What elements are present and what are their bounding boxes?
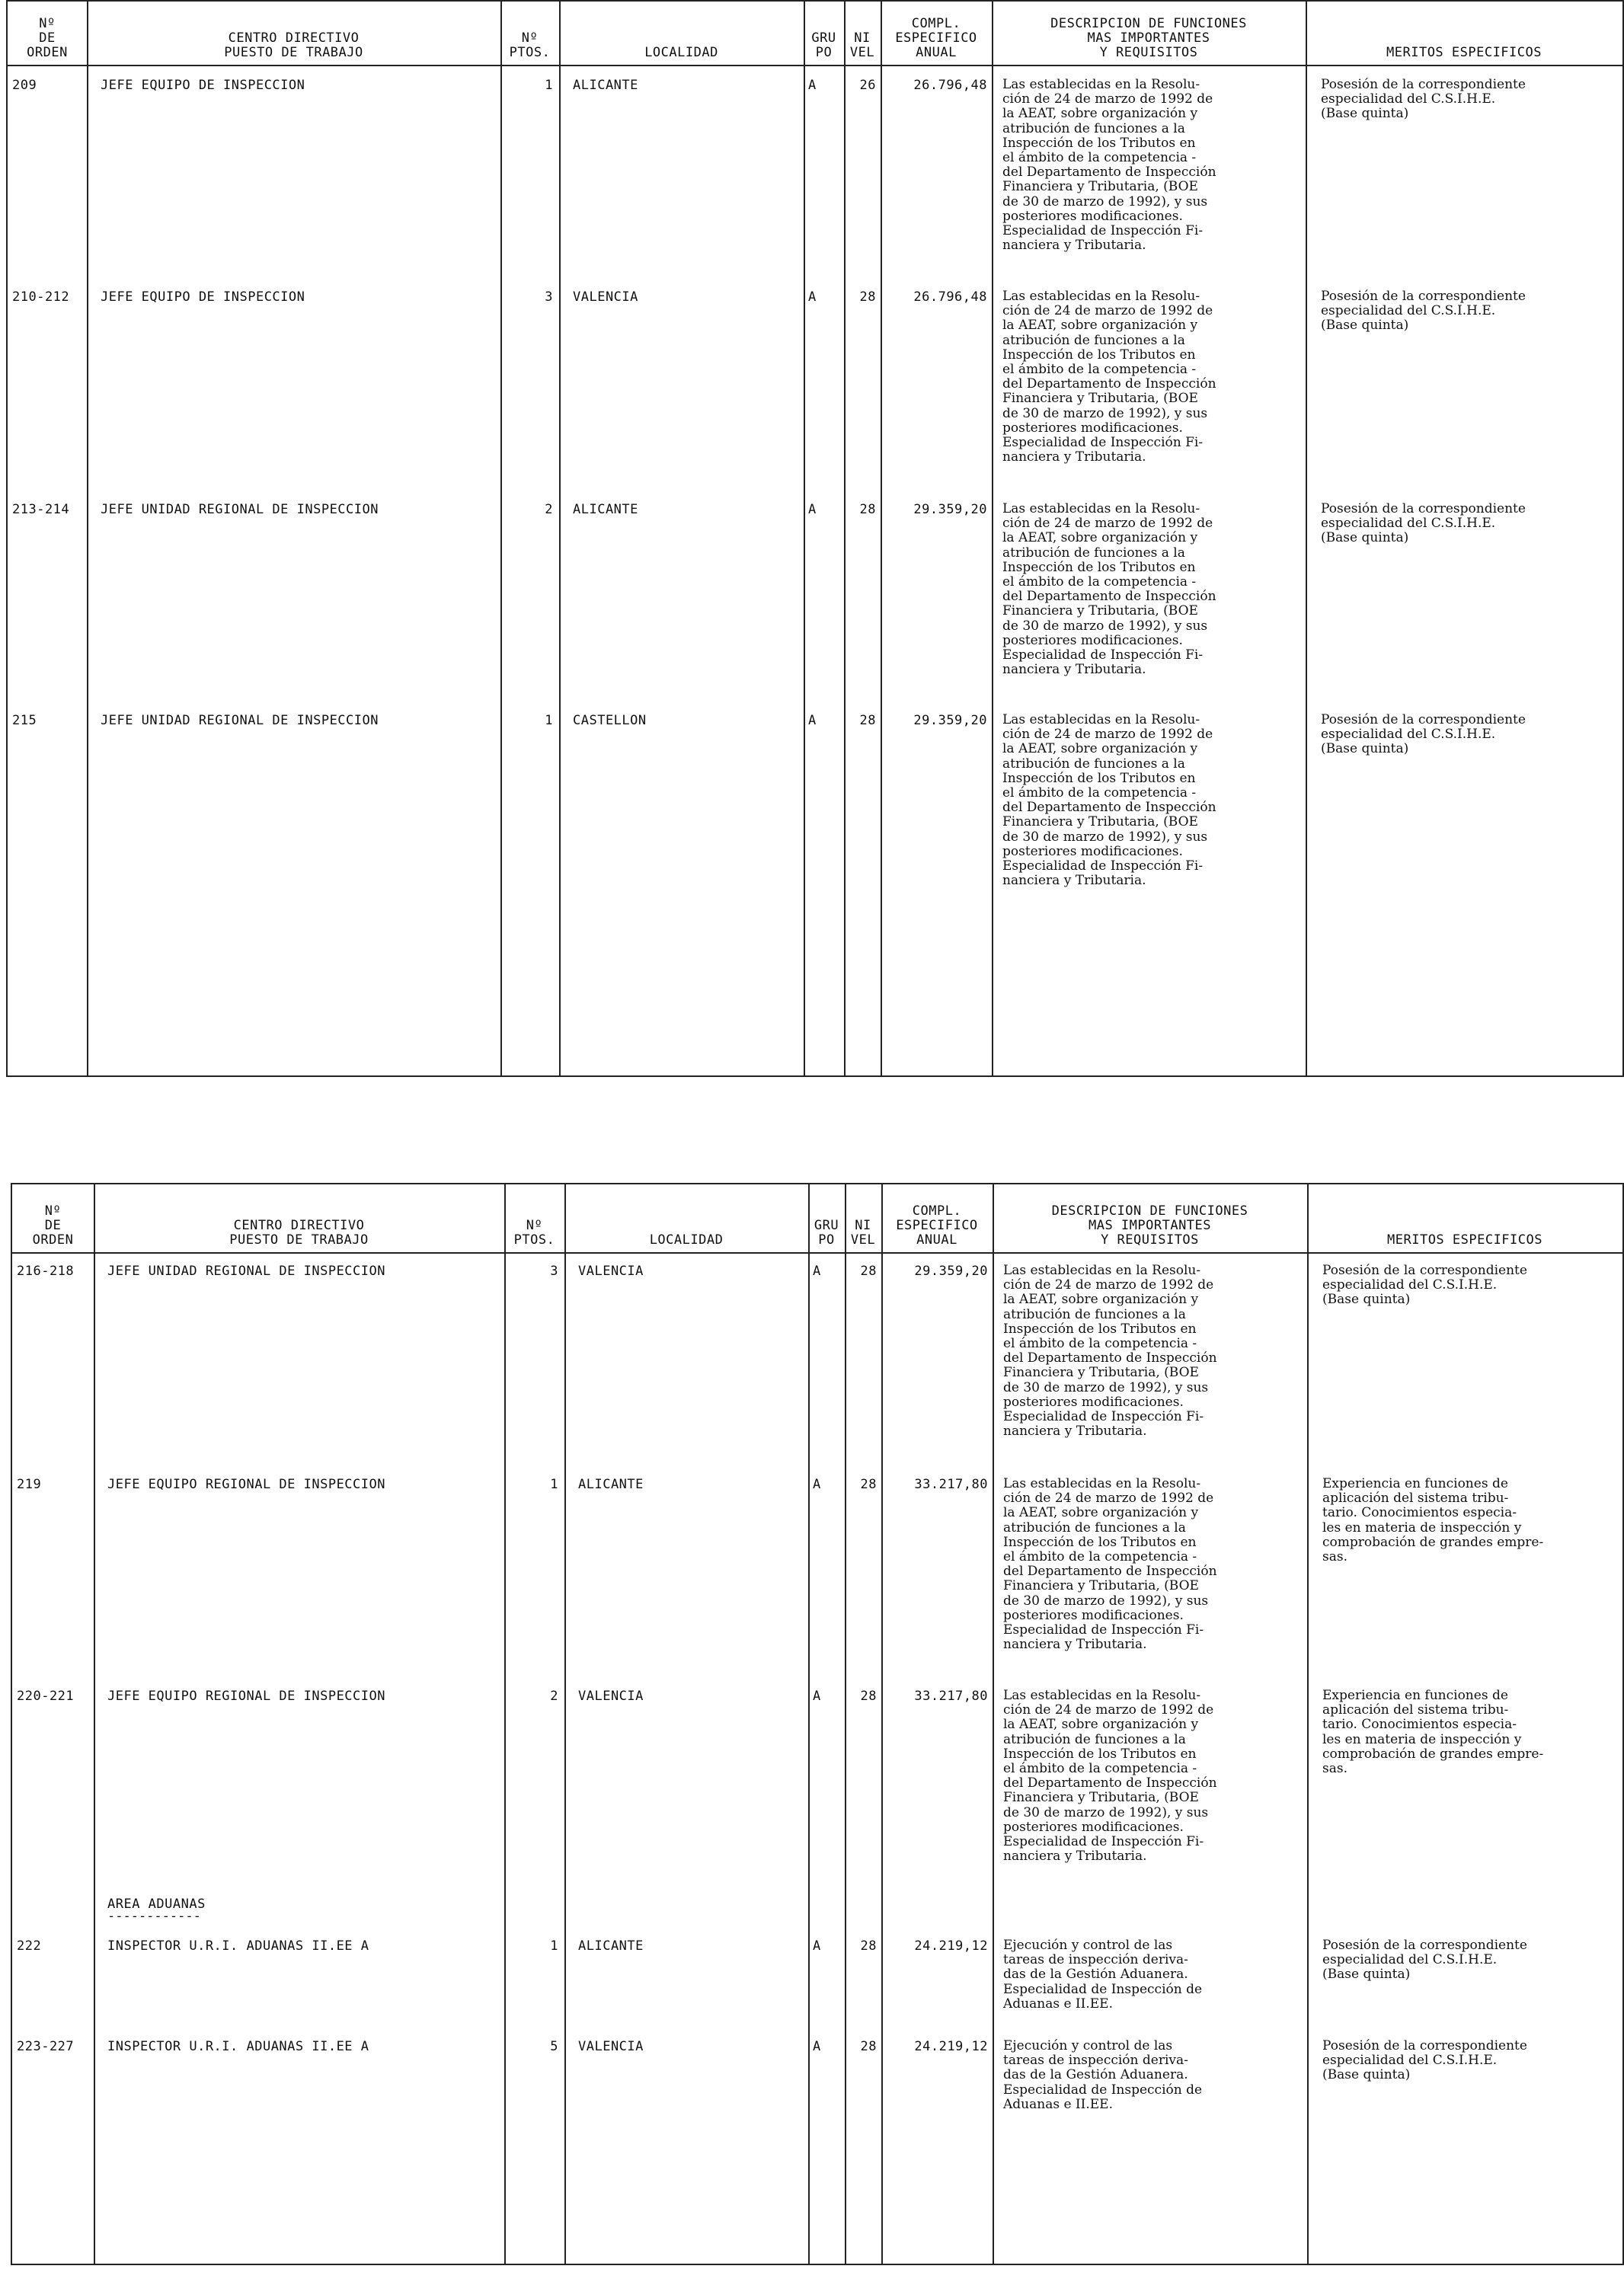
cell-compl: 33.217,80 [914, 1477, 988, 1492]
cell-nivel: 28 [860, 1938, 877, 1954]
header-centro: CENTRO DIRECTIVO PUESTO DE TRABAJO [229, 1218, 369, 1248]
header-grupo: GRU PO [811, 30, 836, 60]
cell-grupo: A [808, 78, 817, 93]
cell-orden: 216-218 [17, 1264, 75, 1279]
cell-localidad: VALENCIA [578, 1689, 644, 1704]
header-compl: COMPL. ESPECIFICO ANUAL [896, 1203, 978, 1248]
cell-puesto: INSPECTOR U.R.I. ADUANAS II.EE A [107, 2039, 369, 2054]
cell-nivel: 28 [859, 713, 876, 728]
cell-puesto: JEFE EQUIPO REGIONAL DE INSPECCION [107, 1689, 385, 1704]
cell-descripcion: Las establecidas en la Resolu- ción de 24 de marzo de 1992 de la AEAT, sobre organización y atribución de funciones a la Inspección de los Tributos en el ámbito de la competencia - del Departamento de Inspección Financiera y Tributaria, (BOE de 30 de marzo de 1992), y sus posteriores modificaciones. Especialidad de Inspección Fi- nanciera y Tributaria. [1002, 712, 1216, 889]
cell-orden: 215 [12, 713, 37, 728]
cell-descripcion: Las establecidas en la Resolu- ción de 24 de marzo de 1992 de la AEAT, sobre organización y atribución de funciones a la Inspección de los Tributos en el ámbito de la competencia - del Departamento de Inspección Financiera y Tributaria, (BOE de 30 de marzo de 1992), y sus posteriores modificaciones. Especialidad de Inspección Fi- nanciera y Tributaria. [1003, 1476, 1217, 1653]
column-divider [1306, 2, 1307, 1075]
header-meritos: MERITOS ESPECIFICOS [1387, 1232, 1542, 1248]
cell-puesto: INSPECTOR U.R.I. ADUANAS II.EE A [107, 1938, 369, 1954]
header-centro: CENTRO DIRECTIVO PUESTO DE TRABAJO [224, 30, 363, 60]
cell-grupo: A [808, 502, 817, 517]
cell-orden: 223-227 [17, 2039, 75, 2054]
header-compl: COMPL. ESPECIFICO ANUAL [895, 16, 977, 60]
cell-meritos: Posesión de la correspondiente especialidad del C.S.I.H.E. (Base quinta) [1321, 501, 1526, 546]
cell-nivel: 28 [860, 2039, 877, 2054]
cell-ptos: 1 [550, 1477, 558, 1492]
cell-orden: 209 [12, 78, 37, 93]
header-desc: DESCRIPCION DE FUNCIONES MAS IMPORTANTES Y REQUISITOS [1050, 16, 1247, 60]
cell-orden: 220-221 [17, 1689, 75, 1704]
cell-grupo: A [808, 289, 817, 305]
column-divider [500, 2, 502, 1075]
cell-nivel: 28 [859, 502, 876, 517]
section-title: AREA ADUANAS [107, 1897, 206, 1912]
cell-puesto: JEFE EQUIPO REGIONAL DE INSPECCION [107, 1477, 385, 1492]
cell-localidad: VALENCIA [578, 1264, 644, 1279]
cell-grupo: A [808, 713, 817, 728]
cell-compl: 26.796,48 [913, 289, 987, 305]
header-ptos: Nº PTOS. [509, 30, 551, 60]
column-divider [881, 2, 882, 1075]
cell-nivel: 28 [859, 289, 876, 305]
header-ptos: Nº PTOS. [513, 1218, 555, 1248]
cell-localidad: ALICANTE [578, 1477, 644, 1492]
cell-meritos: Posesión de la correspondiente especialidad del C.S.I.H.E. (Base quinta) [1321, 289, 1526, 334]
column-divider [808, 1184, 810, 2264]
cell-descripcion: Las establecidas en la Resolu- ción de 24 de marzo de 1992 de la AEAT, sobre organización y atribución de funciones a la Inspección de los Tributos en el ámbito de la competencia - del Departamento de Inspección Financiera y Tributaria, (BOE de 30 de marzo de 1992), y sus posteriores modificaciones. Especialidad de Inspección Fi- nanciera y Tributaria. [1003, 1263, 1217, 1440]
cell-nivel: 28 [860, 1264, 877, 1279]
cell-descripcion: Las establecidas en la Resolu- ción de 24 de marzo de 1992 de la AEAT, sobre organización y atribución de funciones a la Inspección de los Tributos en el ámbito de la competencia - del Departamento de Inspección Financiera y Tributaria, (BOE de 30 de marzo de 1992), y sus posteriores modificaciones. Especialidad de Inspección Fi- nanciera y Tributaria. [1002, 289, 1216, 465]
cell-puesto: JEFE UNIDAD REGIONAL DE INSPECCION [101, 713, 379, 728]
cell-nivel: 28 [860, 1477, 877, 1492]
cell-orden: 213-214 [12, 502, 70, 517]
section-underline: ------------ [107, 1909, 201, 1924]
cell-orden: 219 [17, 1477, 42, 1492]
cell-grupo: A [813, 1689, 821, 1704]
cell-descripcion: Ejecución y control de las tareas de inspección deriva- das de la Gestión Aduanera. Especialidad de Inspección de Aduanas e II.EE. [1003, 2038, 1203, 2112]
cell-compl: 29.359,20 [914, 1264, 988, 1279]
cell-descripcion: Ejecución y control de las tareas de inspección deriva- das de la Gestión Aduanera. Especialidad de Inspección de Aduanas e II.EE. [1003, 1938, 1203, 2012]
cell-descripcion: Las establecidas en la Resolu- ción de 24 de marzo de 1992 de la AEAT, sobre organización y atribución de funciones a la Inspección de los Tributos en el ámbito de la competencia - del Departamento de Inspección Financiera y Tributaria, (BOE de 30 de marzo de 1992), y sus posteriores modificaciones. Especialidad de Inspección Fi- nanciera y Tributaria. [1002, 501, 1216, 678]
cell-ptos: 1 [545, 78, 553, 93]
cell-meritos: Posesión de la correspondiente especialidad del C.S.I.H.E. (Base quinta) [1321, 77, 1526, 122]
cell-compl: 33.217,80 [914, 1689, 988, 1704]
cell-compl: 29.359,20 [913, 502, 987, 517]
cell-localidad: ALICANTE [573, 78, 638, 93]
header-divider [8, 65, 1622, 66]
cell-grupo: A [813, 1477, 821, 1492]
column-divider [564, 1184, 566, 2264]
column-divider [845, 1184, 846, 2264]
cell-ptos: 3 [550, 1264, 558, 1279]
cell-localidad: ALICANTE [573, 502, 638, 517]
column-divider [1307, 1184, 1309, 2264]
header-nivel: NI VEL [850, 1218, 876, 1248]
cell-meritos: Experiencia en funciones de aplicación del sistema tribu- tario. Conocimientos especia- les en materia de inspección y comprobación de grandes empre- sas. [1322, 1476, 1544, 1565]
cell-ptos: 1 [550, 1938, 558, 1954]
cell-localidad: VALENCIA [578, 2039, 644, 2054]
column-divider [844, 2, 846, 1075]
cell-nivel: 26 [859, 78, 876, 93]
header-localidad: LOCALIDAD [649, 1232, 724, 1248]
cell-localidad: ALICANTE [578, 1938, 644, 1954]
cell-puesto: JEFE EQUIPO DE INSPECCION [101, 289, 305, 305]
header-orden: Nº DE ORDEN [27, 16, 68, 60]
cell-compl: 29.359,20 [913, 713, 987, 728]
header-orden: Nº DE ORDEN [32, 1203, 74, 1248]
cell-orden: 222 [17, 1938, 42, 1954]
column-divider [504, 1184, 506, 2264]
cell-compl: 24.219,12 [914, 2039, 988, 2054]
cell-descripcion: Las establecidas en la Resolu- ción de 24 de marzo de 1992 de la AEAT, sobre organización y atribución de funciones a la Inspección de los Tributos en el ámbito de la competencia - del Departamento de Inspección Financiera y Tributaria, (BOE de 30 de marzo de 1992), y sus posteriores modificaciones. Especialidad de Inspección Fi- nanciera y Tributaria. [1002, 77, 1216, 254]
cell-nivel: 28 [860, 1689, 877, 1704]
cell-meritos: Posesión de la correspondiente especialidad del C.S.I.H.E. (Base quinta) [1322, 2038, 1527, 2083]
cell-compl: 26.796,48 [913, 78, 987, 93]
cell-puesto: JEFE UNIDAD REGIONAL DE INSPECCION [101, 502, 379, 517]
header-nivel: NI VEL [849, 30, 875, 60]
cell-meritos: Experiencia en funciones de aplicación del sistema tribu- tario. Conocimientos especia- les en materia de inspección y comprobación de grandes empre- sas. [1322, 1688, 1544, 1777]
cell-meritos: Posesión de la correspondiente especialidad del C.S.I.H.E. (Base quinta) [1321, 712, 1526, 757]
column-divider [804, 2, 805, 1075]
cell-grupo: A [813, 1938, 821, 1954]
column-divider [94, 1184, 95, 2264]
cell-localidad: CASTELLON [573, 713, 647, 728]
column-divider [87, 2, 88, 1075]
column-divider [993, 1184, 994, 2264]
column-divider [559, 2, 561, 1075]
cell-meritos: Posesión de la correspondiente especialidad del C.S.I.H.E. (Base quinta) [1322, 1938, 1527, 1983]
cell-ptos: 2 [545, 502, 553, 517]
cell-meritos: Posesión de la correspondiente especialidad del C.S.I.H.E. (Base quinta) [1322, 1263, 1527, 1308]
header-desc: DESCRIPCION DE FUNCIONES MAS IMPORTANTES Y REQUISITOS [1051, 1203, 1248, 1248]
cell-descripcion: Las establecidas en la Resolu- ción de 24 de marzo de 1992 de la AEAT, sobre organización y atribución de funciones a la Inspección de los Tributos en el ámbito de la competencia - del Departamento de Inspección Financiera y Tributaria, (BOE de 30 de marzo de 1992), y sus posteriores modificaciones. Especialidad de Inspección Fi- nanciera y Tributaria. [1003, 1688, 1217, 1865]
table-2 [11, 1183, 1624, 2265]
cell-ptos: 2 [550, 1689, 558, 1704]
header-grupo: GRU PO [814, 1218, 839, 1248]
header-divider [12, 1252, 1622, 1254]
cell-compl: 24.219,12 [914, 1938, 988, 1954]
cell-puesto: JEFE EQUIPO DE INSPECCION [101, 78, 305, 93]
header-localidad: LOCALIDAD [644, 45, 718, 60]
cell-grupo: A [813, 1264, 821, 1279]
cell-ptos: 3 [545, 289, 553, 305]
cell-grupo: A [813, 2039, 821, 2054]
header-meritos: MERITOS ESPECIFICOS [1386, 45, 1542, 60]
cell-puesto: JEFE UNIDAD REGIONAL DE INSPECCION [107, 1264, 385, 1279]
column-divider [992, 2, 993, 1075]
cell-ptos: 1 [545, 713, 553, 728]
column-divider [881, 1184, 883, 2264]
cell-orden: 210-212 [12, 289, 70, 305]
table-1 [6, 0, 1624, 1077]
cell-localidad: VALENCIA [573, 289, 638, 305]
cell-ptos: 5 [550, 2039, 558, 2054]
